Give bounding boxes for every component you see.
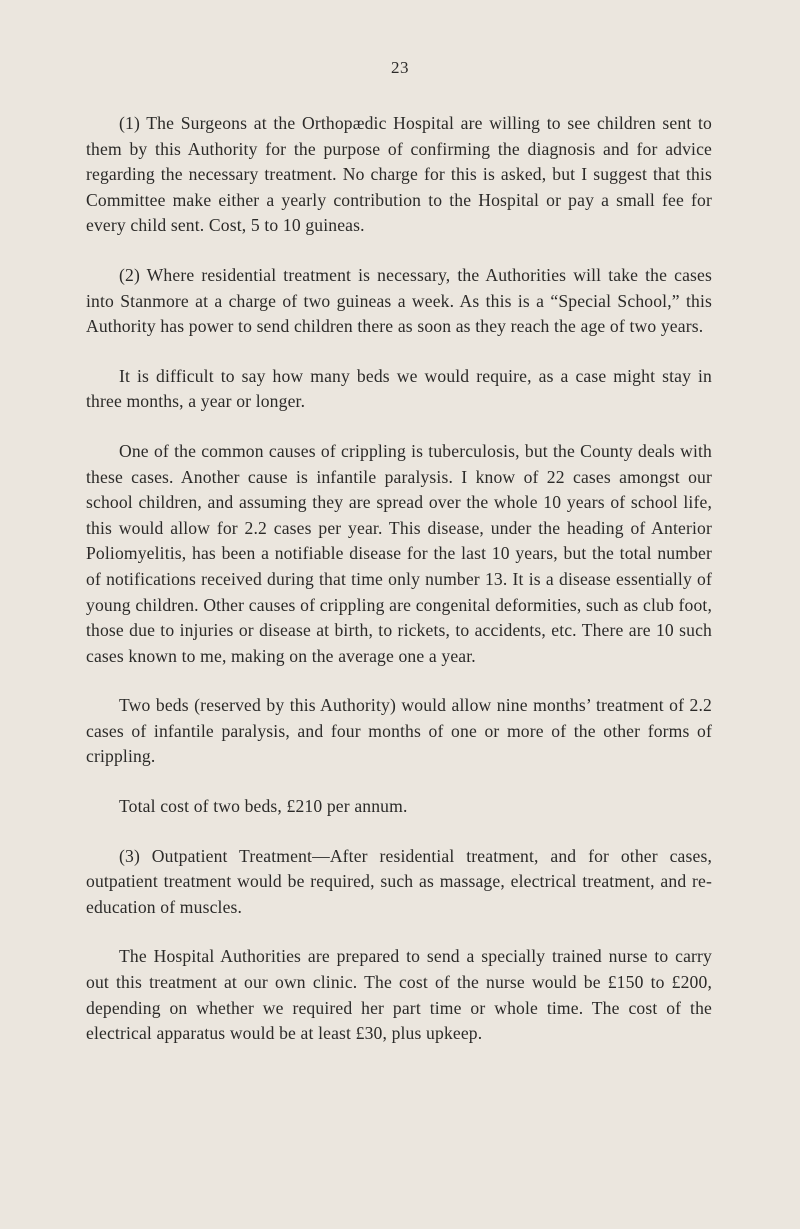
page-number: 23 (391, 58, 409, 77)
paragraph-nurse-cost: The Hospital Authorities are prepared to send a specially trained nurse to carry out this treatment at our own clinic. The cost of the nurse would be £150 to £200, depending on whether we required her part time or whole time. The cost of the electrical apparatus would be at least £30, plus upkeep. (86, 946, 712, 1044)
paragraph-two-beds: Two beds (reserved by this Authority) would allow nine months’ treatment of 2.2 cases of infantile paralysis, and four months of one or more of the other forms of crippling. (86, 695, 712, 767)
paragraph-outpatient-treatment: (3) Outpatient Treatment—After residential treatment, and for other cases, outpatient treatment would be required, such as massage, electrical treatment, and re-education of muscles. (86, 845, 712, 917)
paragraph-residential-treatment: (2) Where residential treatment is necessary, the Authorities will take the cases into Stanmore at a charge of two guineas a week. As this is a “Special School,” this Authority has power to send children there as soon as they reach the age of two years. (86, 264, 712, 337)
body-text (86, 111, 712, 1071)
paragraph-total-cost: Total cost of two beds, £210 per annum. (119, 796, 408, 817)
paragraph-beds-required: It is difficult to say how many beds we would require, as a case might stay in three months, a year or longer. (86, 365, 712, 412)
paragraph-orthopaedic-surgeons: (1) The Surgeons at the Orthopædic Hospital are willing to see children sent to them by this Authority for the purpose of confirming the diagnosis and for advice regarding the necessary treatment. No charge for this is asked, but I suggest that this Committee make either a yearly contribution to the Hospital or pay a small fee for every child sent. Cost, 5 to 10 guineas. (86, 113, 712, 236)
paragraph-causes-of-crippling: One of the common causes of crippling is tuberculosis, but the County deals with these cases. Another cause is infantile paralysis. I know of 22 cases amongst our school children, and assuming they are spread over the whole 10 years of school life, this would allow for 2.2 cases per year. This disease, under the heading of Anterior Poliomyelitis, has been a notifiable disease for the last 10 years, but the total number of notifications received during that time only number 13. It is a disease essentially of young children. Other causes of crippling are congenital deformities, such as club foot, those due to injuries or disease at birth, to rickets, to accidents, etc. There are 10 such cases known to me, making on the average one a year. (86, 440, 712, 666)
